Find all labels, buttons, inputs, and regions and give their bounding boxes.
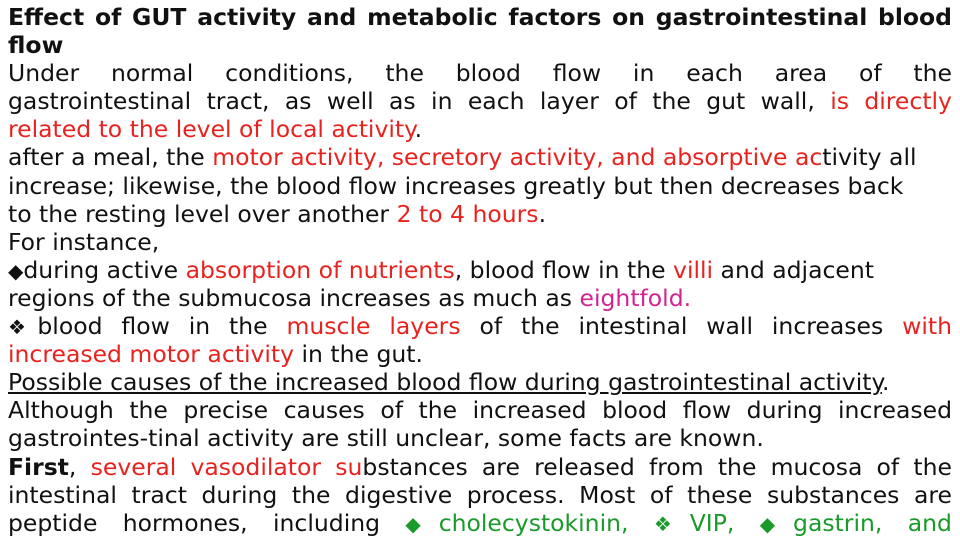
para1-period: . (414, 115, 423, 144)
hormone-vip-label: VIP, (689, 508, 735, 537)
possible-causes-period: . (882, 368, 890, 397)
four-diamond-bullet-icon: ❖ (653, 511, 690, 536)
bullet2-text-a (8, 312, 268, 340)
first-and: and (907, 508, 952, 537)
for-instance-line: For instance, (8, 227, 160, 256)
bullet1-text-c: , blood flow in the (454, 255, 674, 284)
diamond-bullet-icon: ◆ (759, 511, 794, 536)
hormone-cholecystokinin (405, 509, 628, 537)
first-line-1 (8, 453, 952, 481)
para1-line-2-text: gastrointestinal tract, as well as in each layer of the gut wall, (8, 87, 815, 116)
para2-line-2: increase; likewise, the blood flow increases greatly but then decreases back (8, 171, 904, 200)
possible-causes-heading (8, 368, 952, 396)
para1-line-3 (8, 115, 952, 143)
first-bold-label: First (8, 452, 69, 481)
para2-highlight-activities: motor activity, secretory activity, and absorptive ac (212, 143, 823, 172)
bullet2-line-2 (8, 340, 952, 368)
hormone-cholecystokinin-label: cholecystokinin, (438, 508, 629, 537)
hormone-vip (654, 509, 735, 537)
hormone-gastrin (760, 509, 883, 537)
bullet2-highlight-motor-activity: increased motor activity (8, 340, 295, 369)
first-line-3 (8, 509, 952, 537)
para1-highlight-local-activity: related to the level of local activity (8, 115, 415, 144)
para2-text-c: to the resting level over another (8, 199, 397, 228)
first-rest: bstances are released from the mucosa of the (362, 452, 952, 481)
bullet2-text-c: of the intestinal wall increases (479, 312, 884, 341)
para3-line-2: gastrointes-tinal activity are still unclear, some facts are known. (8, 424, 764, 453)
para2-line-3 (8, 200, 952, 228)
bullet1-highlight-absorption: absorption of nutrients (185, 255, 455, 284)
para3-line-1: Although the precise causes of the increased blood flow during increased (8, 396, 952, 425)
slide-title-line-1: Effect of GUT activity and metabolic factors on gastrointestinal blood (8, 3, 952, 31)
first-comma: , (68, 452, 77, 481)
first-highlight-vasodilator: several vasodilator su (90, 452, 363, 481)
para1-line-1: Under normal conditions, the blood flow in each area of the (8, 59, 952, 88)
bullet1-line-1 (8, 256, 952, 284)
bullet2-text-a-words: blood flow in the (37, 312, 268, 341)
first-line-3-text: peptide hormones, including (8, 508, 381, 537)
para2-text-b: tivity all (822, 143, 917, 172)
bullet1-text-a: during active (23, 255, 186, 284)
para1-highlight-directly: is directly (830, 87, 952, 116)
bullet2-highlight-with: with (902, 312, 952, 341)
diamond-bullet-icon: ◆ (8, 258, 24, 283)
bullet1-text-e: and adjacent (713, 255, 874, 284)
diamond-bullet-icon: ◆ (405, 511, 439, 536)
hormone-gastrin-label: gastrin, (793, 508, 883, 537)
para2-line-1 (8, 143, 952, 171)
slide-title-line-2: flow (8, 31, 64, 60)
para1-line-2 (8, 87, 952, 115)
first-line-2: intestinal tract during the digestive process. Most of these substances are (8, 480, 952, 509)
four-diamond-bullet-icon: ❖ (8, 315, 38, 340)
bullet2-text-f: in the gut. (294, 340, 423, 369)
possible-causes-underlined: Possible causes of the increased blood flow during gastrointestinal activity (8, 368, 883, 397)
bullet1-highlight-villi: villi (673, 255, 714, 284)
para2-text-a: after a meal, the (8, 143, 213, 172)
bullet1-text-f: regions of the submucosa increases as much as (8, 283, 580, 312)
bullet1-line-2 (8, 284, 952, 312)
para2-period: . (538, 199, 547, 228)
para2-highlight-hours: 2 to 4 hours (396, 199, 539, 228)
bullet2-line-1 (8, 312, 952, 340)
bullet1-highlight-eightfold: eightfold. (579, 283, 692, 312)
bullet2-highlight-muscle-layers: muscle layers (286, 312, 461, 341)
first-lead (8, 453, 76, 481)
